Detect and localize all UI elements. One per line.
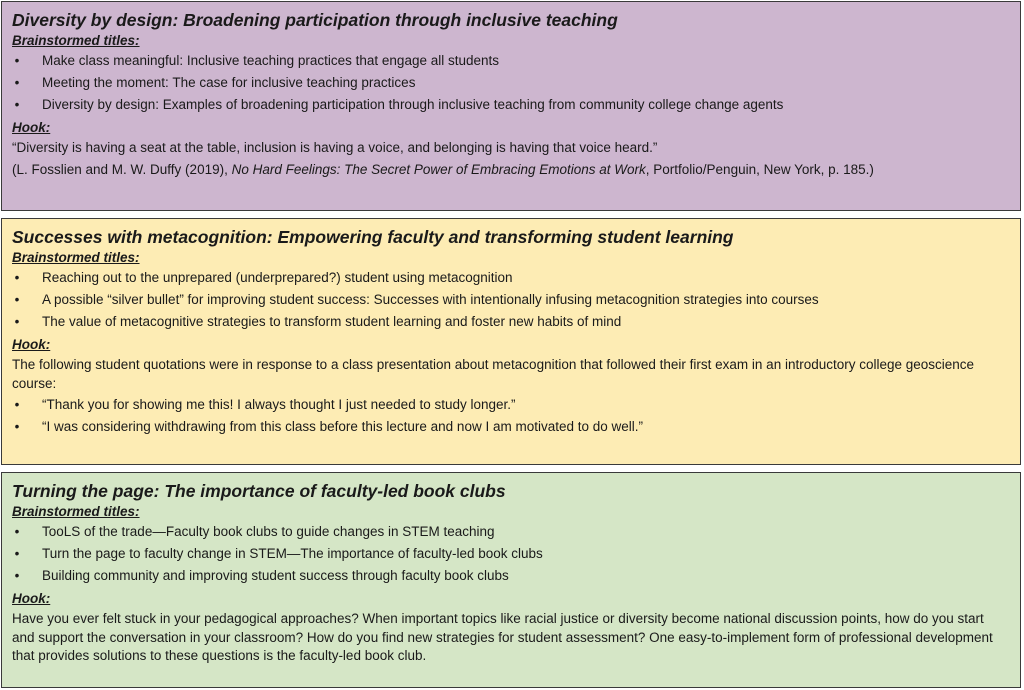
bullet-icon: •	[14, 97, 20, 112]
brainstormed-titles-label: Brainstormed titles:	[12, 33, 140, 48]
citation-book-title: No Hard Feelings: The Secret Power of Embracing Emotions at Work	[231, 162, 646, 177]
student-quotes-list	[12, 394, 1010, 438]
bullet-icon: •	[14, 53, 20, 68]
list-item: • TooLS of the trade—Faculty book clubs to guide changes in STEM teaching	[12, 521, 1010, 543]
bullet-icon: •	[14, 75, 20, 90]
list-item: • “Thank you for showing me this! I always thought I just needed to study longer.”	[12, 394, 1010, 416]
bullet-icon: •	[14, 524, 20, 539]
brainstormed-titles-list	[12, 267, 1010, 333]
list-item: • Make class meaningful: Inclusive teaching practices that engage all students	[12, 50, 1010, 72]
panel-successes-with-metacognition	[1, 218, 1021, 465]
bullet-icon: •	[14, 546, 20, 561]
panel-turning-the-page	[1, 472, 1021, 688]
hook-label: Hook:	[12, 337, 51, 352]
brainstormed-titles-list	[12, 521, 1010, 587]
hook-citation: (L. Fosslien and M. W. Duffy (2019), No Hard Feelings: The Secret Power of Embracing Emotions at Work, Portfolio/Penguin, New York, p. 185.)	[12, 162, 874, 177]
bullet-icon: •	[14, 292, 20, 307]
bullet-icon: •	[14, 419, 20, 434]
hook-quote: “Diversity is having a seat at the table, inclusion is having a voice, and belonging is having that voice heard.”	[12, 140, 658, 155]
panel-title: Turning the page: The importance of faculty-led book clubs	[12, 481, 506, 501]
hook-label: Hook:	[12, 120, 51, 135]
bullet-icon: •	[14, 314, 20, 329]
list-item: • Building community and improving student success through faculty book clubs	[12, 565, 1010, 587]
panel-title: Diversity by design: Broadening participation through inclusive teaching	[12, 10, 618, 30]
brainstormed-titles-label: Brainstormed titles:	[12, 504, 140, 519]
hook-text: The following student quotations were in response to a class presentation about metacognition that followed their first exam in an introductory college geoscience course:	[12, 357, 975, 391]
bullet-icon: •	[14, 568, 20, 583]
bullet-icon: •	[14, 270, 20, 285]
panel-diversity-by-design	[1, 1, 1021, 211]
hook-label: Hook:	[12, 591, 51, 606]
list-item: • Meeting the moment: The case for inclusive teaching practices	[12, 72, 1010, 94]
brainstormed-titles-label: Brainstormed titles:	[12, 250, 140, 265]
bullet-icon: •	[14, 397, 20, 412]
hook-text: Have you ever felt stuck in your pedagogical approaches? When important topics like racial justice or diversity become national discussion points, how do you start and support the conversation in your classroom? How do you find new strategies for student assessment? One easy-to-implement form of professional development that provides solutions to these questions is the faculty-led book club.	[12, 611, 993, 663]
list-item: • The value of metacognitive strategies to transform student learning and foster new habits of mind	[12, 311, 1010, 333]
list-item: • “I was considering withdrawing from this class before this lecture and now I am motivated to do well.”	[12, 416, 1010, 438]
list-item: • A possible “silver bullet” for improving student success: Successes with intentionally infusing metacognition strategies into courses	[12, 289, 1010, 311]
list-item: • Turn the page to faculty change in STEM—The importance of faculty-led book clubs	[12, 543, 1010, 565]
panel-title: Successes with metacognition: Empowering faculty and transforming student learning	[12, 227, 734, 247]
list-item: • Diversity by design: Examples of broadening participation through inclusive teaching from community college change agents	[12, 94, 1010, 116]
list-item: • Reaching out to the unprepared (underprepared?) student using metacognition	[12, 267, 1010, 289]
brainstormed-titles-list	[12, 50, 1010, 116]
